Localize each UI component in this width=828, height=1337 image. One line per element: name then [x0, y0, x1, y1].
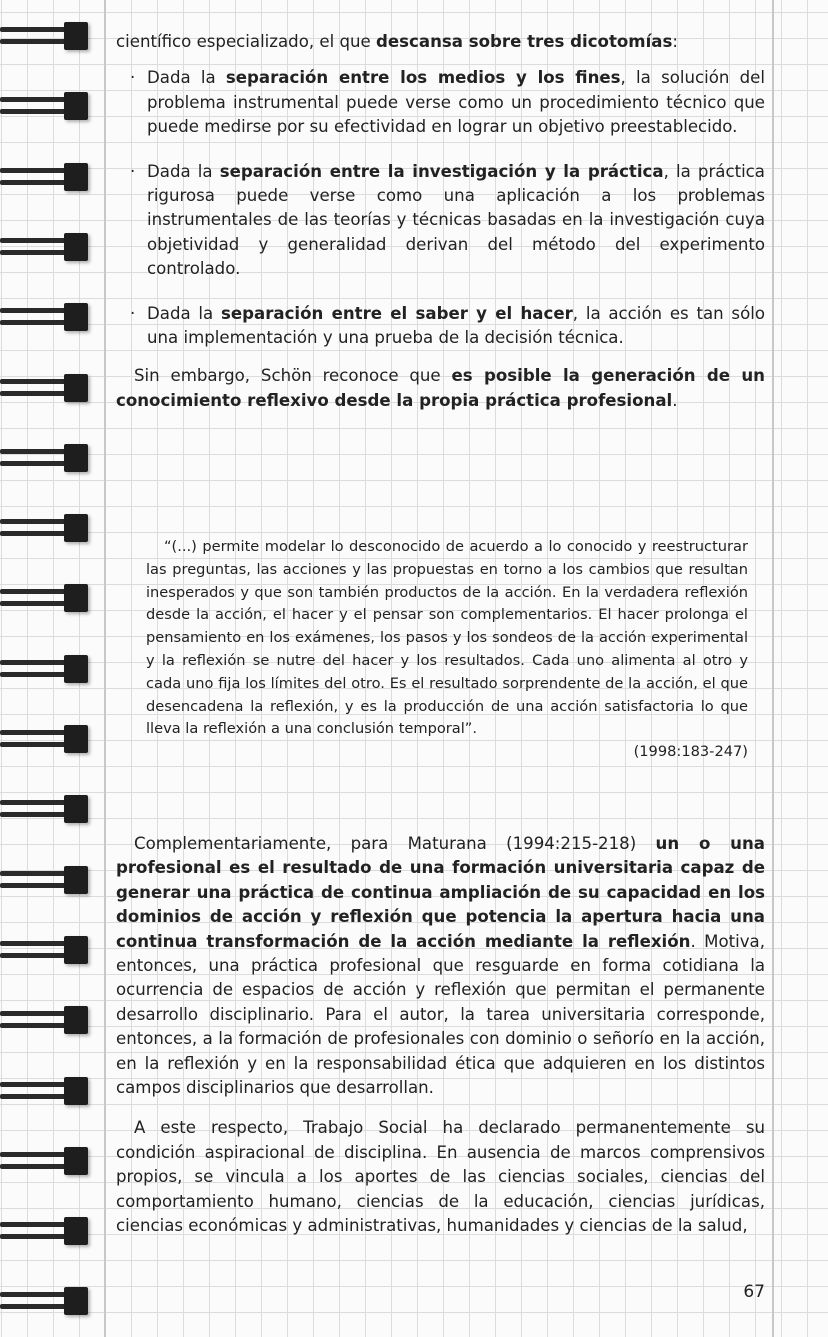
- text: , la práctica rigurosa puede verse como una aplicación a los problemas instrumentales de las teorías y técnicas basadas en la investigación cuya objetividad y generalidad derivan del método del experimento controlado.: [147, 161, 765, 279]
- spiral-ring: [0, 1217, 90, 1245]
- text: , la acción es tan sólo una implementación y una prueba de la decisión técnica.: [147, 303, 765, 348]
- bullet-icon: ·: [130, 68, 136, 88]
- body-text: [116, 30, 765, 413]
- quote-citation: (1998:183-247): [633, 743, 748, 761]
- text: científico especializado, el que: [116, 32, 377, 51]
- block-quote: [146, 536, 748, 764]
- spiral-ring: [0, 1287, 90, 1315]
- text: . Motiva, entonces, una práctica profesional que resguarde en forma cotidiana la ocurrencia de espacios de acción y reflexión que permitan el permanente desarrollo disciplinario. Para el autor, la tarea universitaria corresponde, entonces, a la formación de profesionales con dominio o señorío en la acción, en la reflexión y en la responsabilidad ética que adquieren en los distintos campos disciplinarios que desarrollan.: [116, 931, 765, 1098]
- text: :: [672, 32, 678, 51]
- spiral-ring: [0, 22, 90, 50]
- spiral-ring: [0, 444, 90, 472]
- bullet-item: [116, 302, 765, 351]
- text: , la solución del problema instrumental puede verse como un procedimiento técnico que puede medirse por su efectividad en lograr un objetivo preestablecido.: [147, 68, 765, 137]
- body-text-2: [116, 832, 765, 1239]
- page-number: 67: [743, 1282, 765, 1302]
- bullet-icon: ·: [130, 303, 136, 323]
- text: Sin embargo, Schön reconoce que: [134, 366, 452, 386]
- text: Dada la: [147, 161, 220, 181]
- bold-text: un o una profesional es el resultado de una formación universitaria capaz de generar una práctica de continua ampliación de su capacidad en los dominios de acción y reflexión que potencia la apertura hacia una continua transformación de la acción mediante la reflexión: [116, 834, 765, 951]
- spiral-ring: [0, 584, 90, 612]
- schon-paragraph: [116, 364, 765, 413]
- spiral-ring: [0, 233, 90, 261]
- intro-paragraph: [116, 30, 765, 54]
- right-margin-line: [772, 0, 774, 1337]
- left-margin-line: [104, 0, 106, 1337]
- text: .: [672, 390, 678, 410]
- quote-text: “(...) permite modelar lo desconocido de acuerdo a lo conocido y reestructurar las preguntas, las acciones y las propuestas en torno a los cambios que resultan inesperados y que son también productos de la acción. En la verdadera reflexión desde la acción, el hacer y el pensar son complementarios. El hacer prolonga el pensamiento en los exámenes, los pasos y los sondeos de la acción experimental y la reflexión se nutre del hacer y los resultados. Cada uno alimenta al otro y cada uno fija los límites del otro. Es el resultado sorprendente de la acción, el que desencadena la reflexión, y es la producción de una acción satisfactoria lo que lleva la reflexión a una conclusión temporal”.: [146, 538, 748, 738]
- trabajo-social-paragraph: A este respecto, Trabajo Social ha declarado permanentemente su condición aspiracional de disciplina. En ausencia de marcos comprensivos propios, se vincula a los aportes de las ciencias sociales, ciencias del comportamiento humano, ciencias de la educación, ciencias jurídicas, ciencias económicas y administrativas, humanidades y ciencias de la salud,: [116, 1118, 765, 1236]
- bold-text: separación entre el saber y el hacer: [220, 303, 573, 323]
- spiral-ring: [0, 795, 90, 823]
- spiral-ring: [0, 163, 90, 191]
- spiral-ring: [0, 514, 90, 542]
- spiral-ring: [0, 1006, 90, 1034]
- spiral-ring: [0, 725, 90, 753]
- bullet-icon: ·: [130, 161, 136, 181]
- bullet-item: [116, 66, 765, 139]
- bold-text: es posible la generación de un conocimiento reflexivo desde la propia práctica profesional: [116, 366, 765, 410]
- spiral-ring: [0, 655, 90, 683]
- bullet-item: [116, 160, 765, 282]
- text: Dada la: [147, 303, 221, 323]
- maturana-paragraph: [116, 832, 765, 1100]
- spiral-ring: [0, 303, 90, 331]
- bold-text: separación entre la investigación y la práctica: [219, 161, 664, 181]
- bold-text: separación entre los medios y los fines: [225, 68, 621, 88]
- spiral-ring: [0, 866, 90, 894]
- spiral-ring: [0, 92, 90, 120]
- bold-text: descansa sobre tres dicotomías: [376, 32, 673, 51]
- spiral-ring: [0, 1147, 90, 1175]
- text: Complementariamente, para Maturana (1994:215-218): [134, 834, 656, 853]
- spiral-ring: [0, 374, 90, 402]
- spiral-ring: [0, 1077, 90, 1105]
- text: Dada la: [147, 68, 226, 88]
- spiral-ring: [0, 936, 90, 964]
